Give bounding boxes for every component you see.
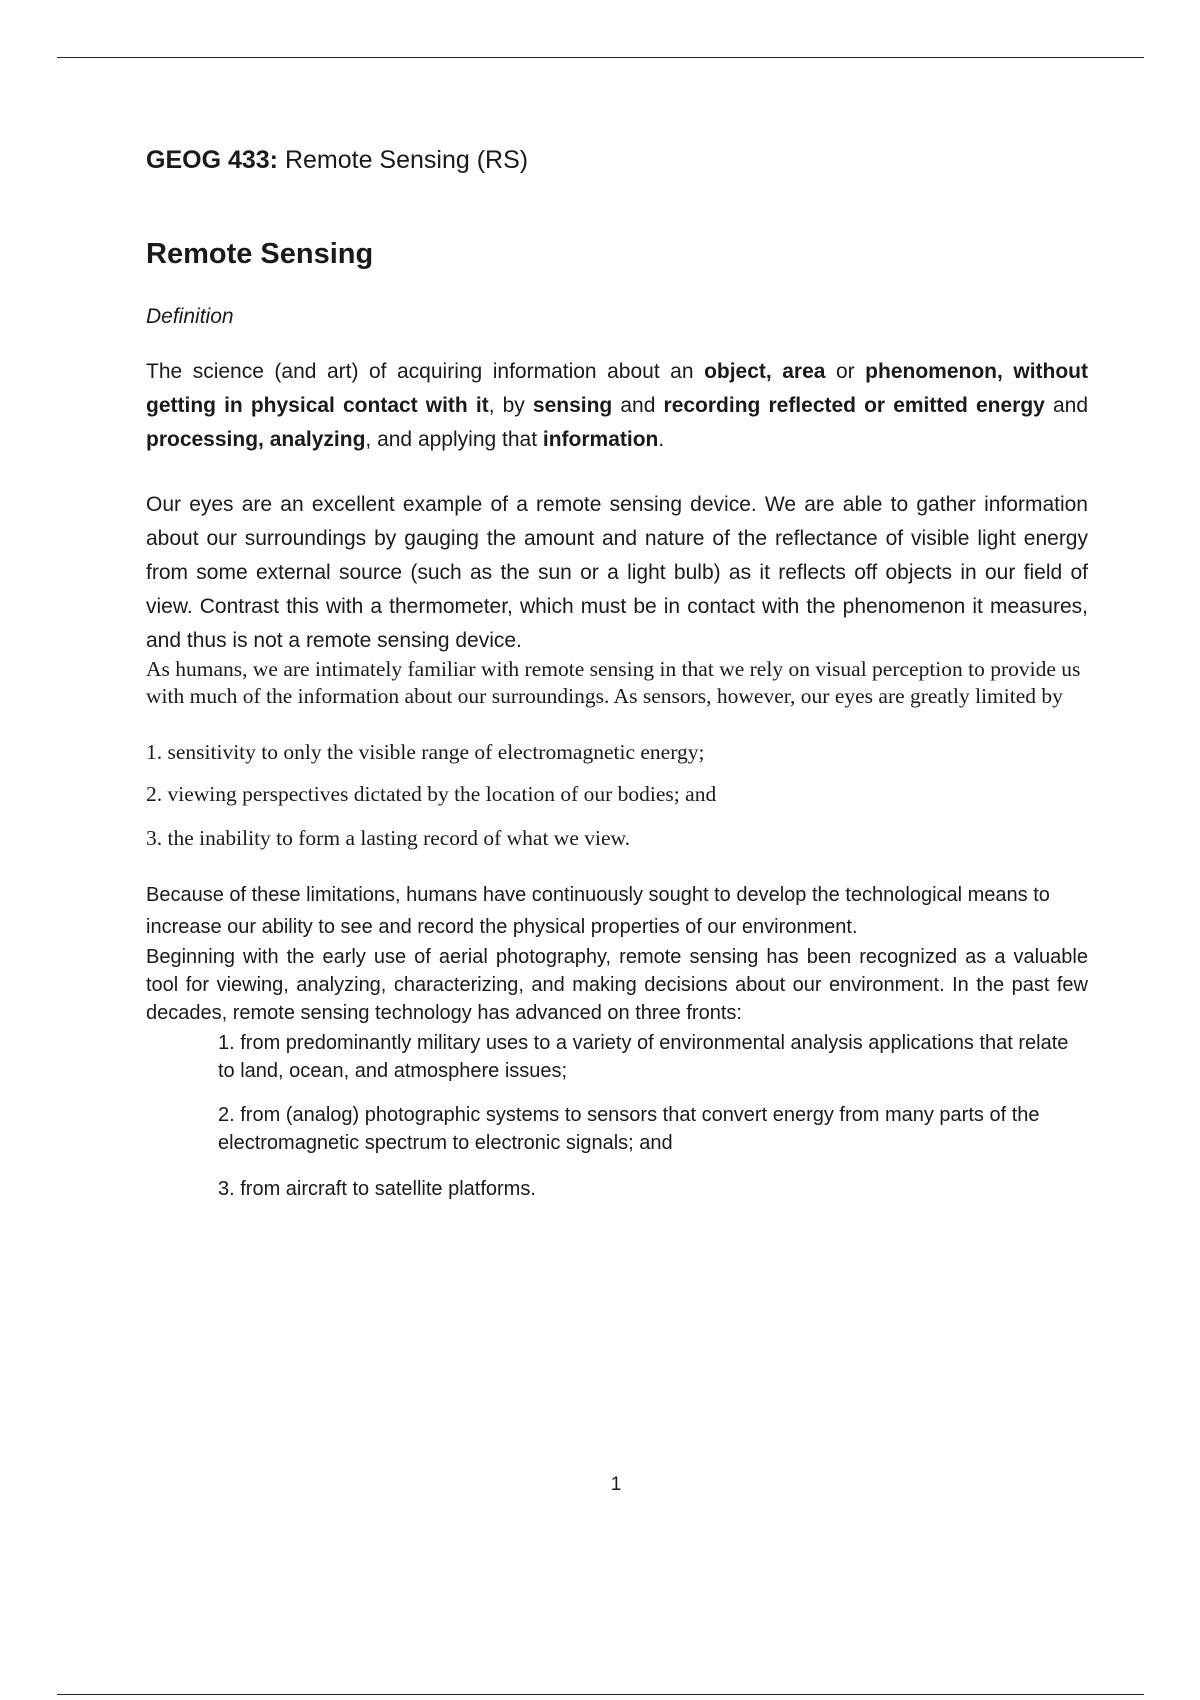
beginning-paragraph: Beginning with the early use of aerial photography, remote sensing has been recognized as a valuable tool for viewing, analyzing, characterizing, and making decisions about our environment. In the past few decades, remote sensing technology has advanced on three fronts: [146,946,1088,1024]
course-name: Remote Sensing (RS) [278,146,529,174]
definition-label: Definition [146,305,234,328]
limitation-item: 2. viewing perspectives dictated by the location of our bodies; and [146,782,717,806]
page-number: 1 [610,1474,622,1495]
front-item: 2. from (analog) photographic systems to sensors that convert energy from many parts of the electromagnetic spectrum to electronic signals; and [218,1104,1040,1154]
humans-paragraph: As humans, we are intimately familiar with remote sensing in that we rely on visual perception to provide us with much of the information about our surroundings. As sensors, however, our eyes are greatly limited by [146,657,1081,708]
definition-paragraph: The science (and art) of acquiring information about an object, area or phenomenon, without getting in physical contact with it, by sensing and recording reflected or emitted energy and processing, analyzing, and applying that information. [146,360,1088,451]
limitation-item: 1. sensitivity to only the visible range of electromagnetic energy; [146,740,705,764]
because-paragraph: Because of these limitations, humans have continuously sought to develop the technological means to increase our ability to see and record the physical properties of our environment. [146,884,1050,938]
limitation-item: 3. the inability to form a lasting record of what we view. [146,826,631,850]
front-item: 3. from aircraft to satellite platforms. [218,1178,536,1200]
header-rule [57,57,1144,58]
course-title [146,146,528,175]
footer-rule [57,1694,1144,1695]
course-code: GEOG 433: [146,146,278,174]
front-item: 1. from predominantly military uses to a variety of environmental analysis applications that relate to land, ocean, and atmosphere issues; [218,1032,1069,1082]
page-title: Remote Sensing [146,238,374,270]
eyes-paragraph: Our eyes are an excellent example of a remote sensing device. We are able to gather information about our surroundings by gauging the amount and nature of the reflectance of visible light energy from some external source (such as the sun or a light bulb) as it reflects off objects in our field of view. Contrast this with a thermometer, which must be in contact with the phenomenon it measures, and thus is not a remote sensing device. [146,493,1088,652]
